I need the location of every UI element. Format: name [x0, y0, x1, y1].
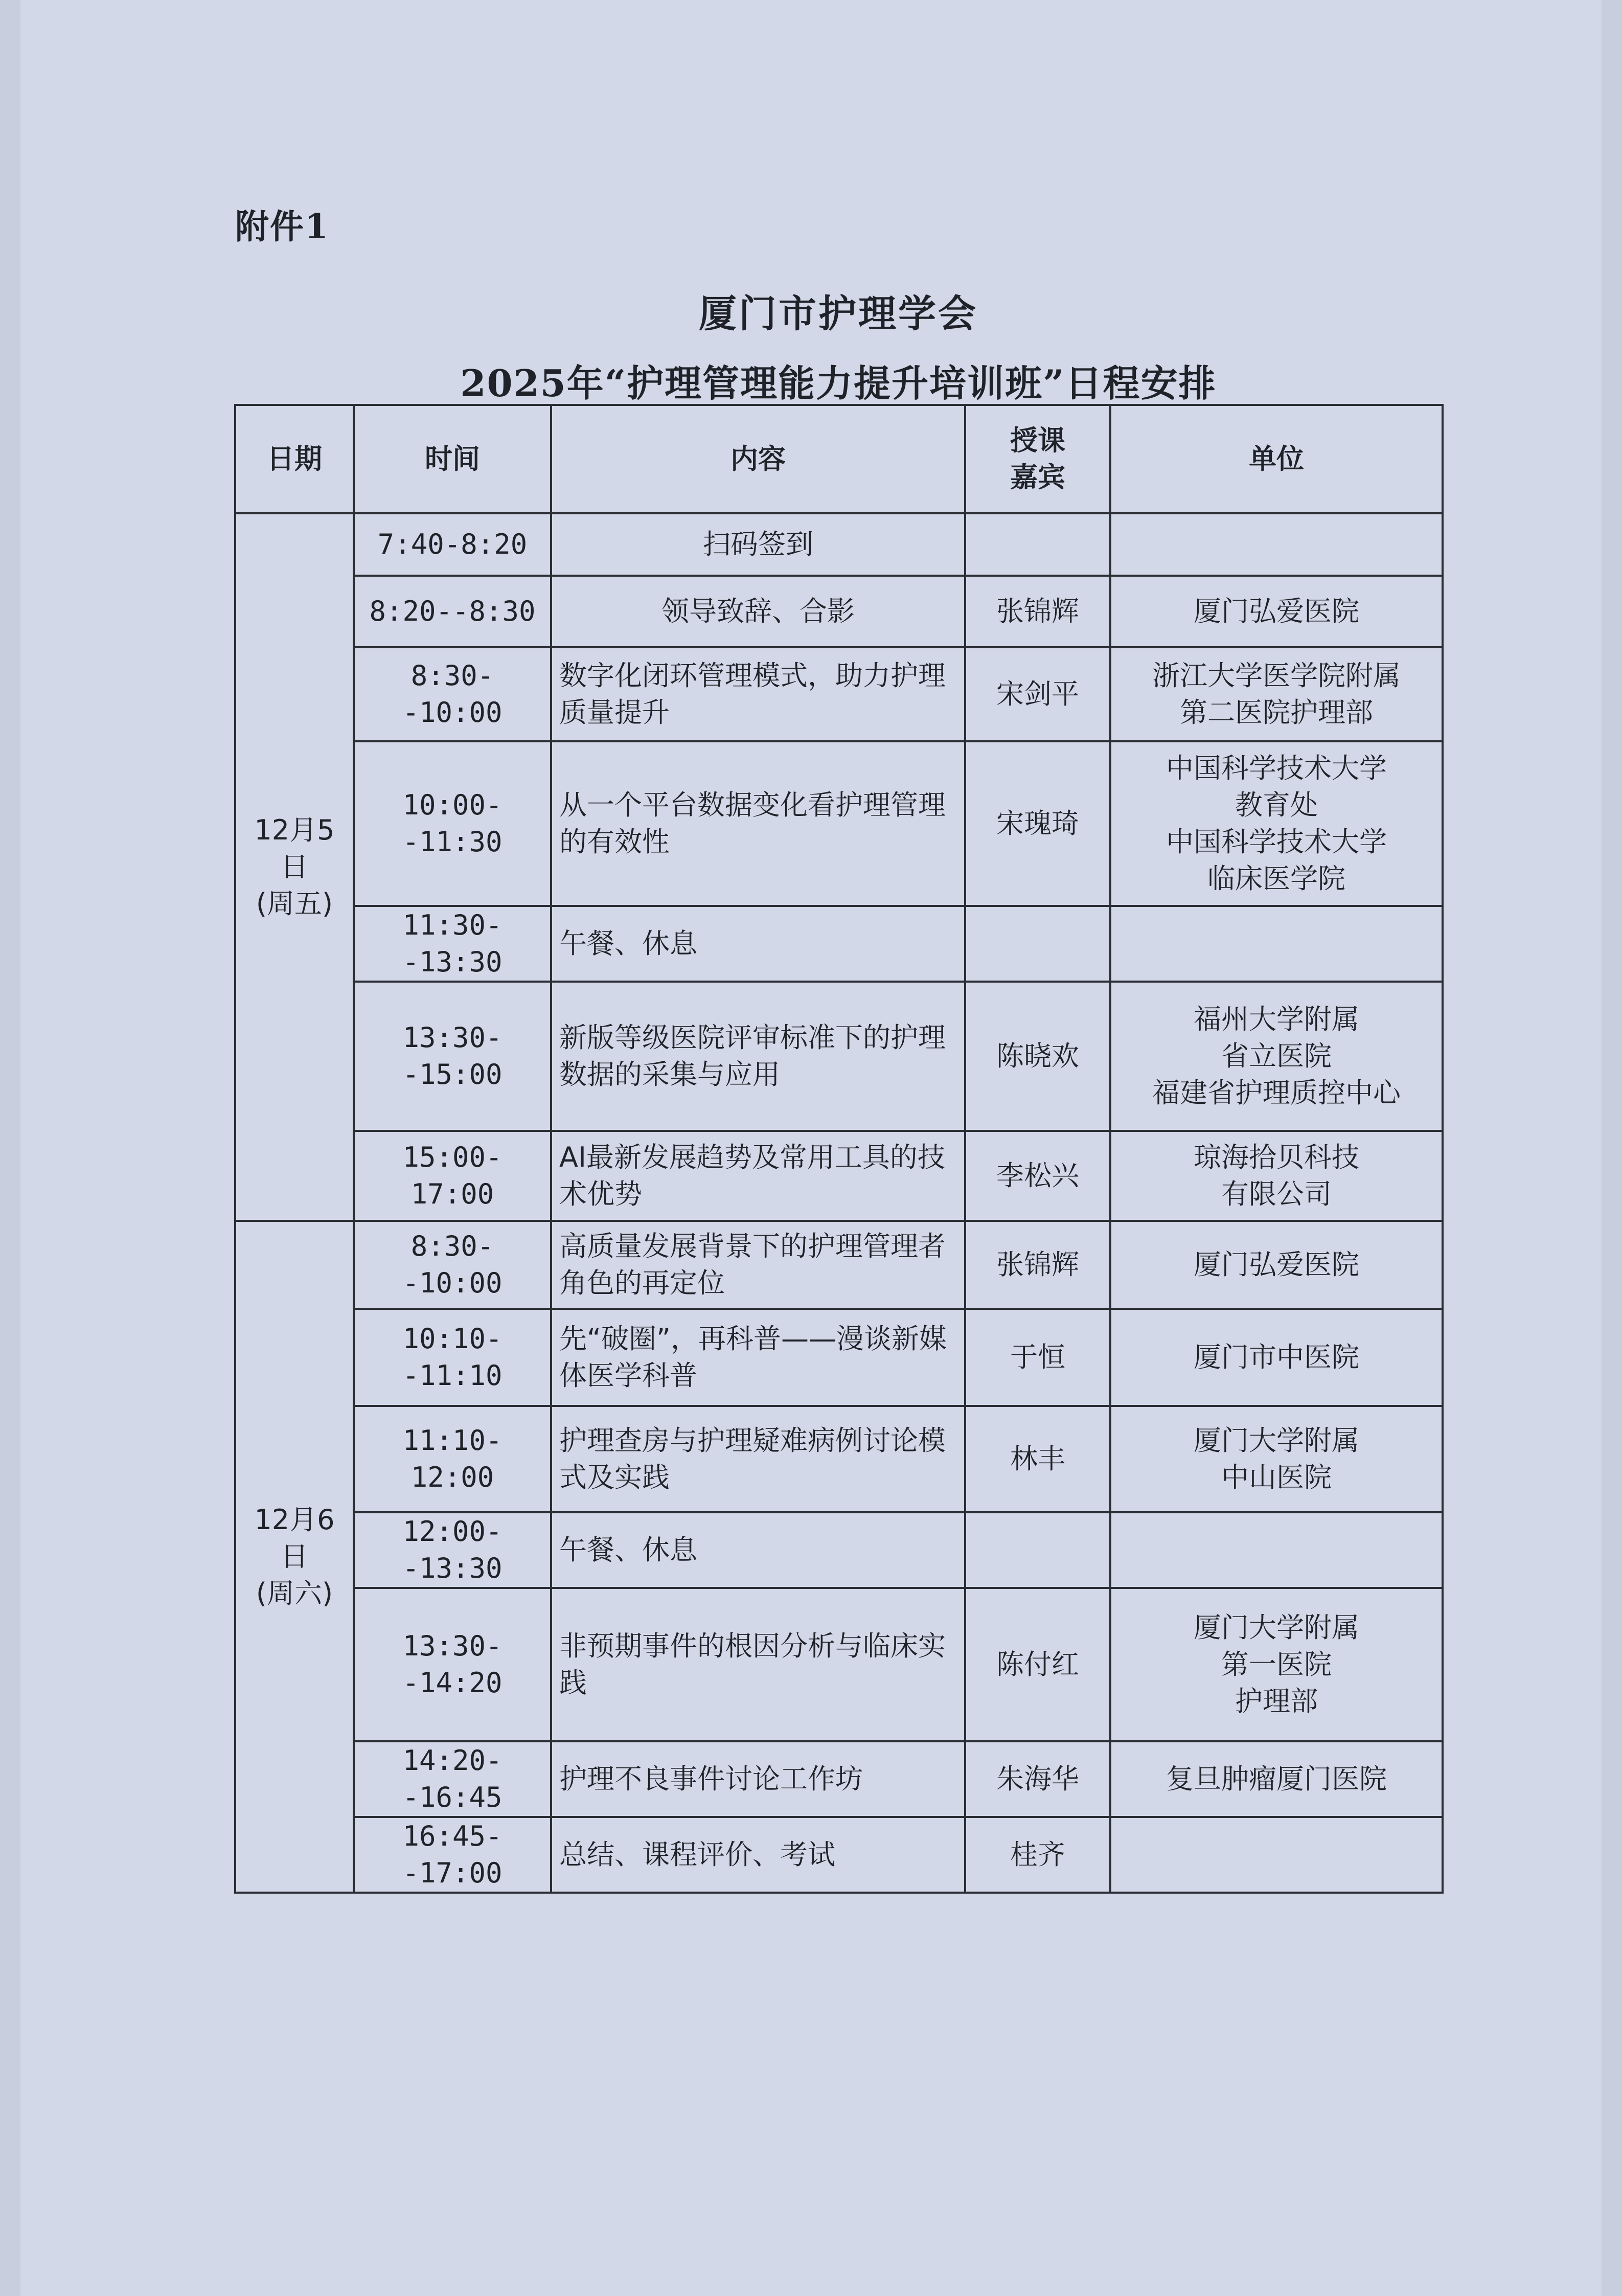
- speaker-cell: [965, 1512, 1110, 1588]
- speaker-cell: 于恒: [965, 1309, 1110, 1406]
- schedule-table: [234, 404, 1444, 1894]
- time-cell: 13:30--14:20: [354, 1588, 551, 1741]
- time-cell: 8:20--8:30: [354, 576, 551, 647]
- content-cell: 从一个平台数据变化看护理管理的有效性: [551, 741, 965, 906]
- content-cell: AI最新发展趋势及常用工具的技术优势: [551, 1131, 965, 1221]
- unit-cell: 福州大学附属 省立医院 福建省护理质控中心: [1110, 982, 1443, 1131]
- unit-cell: [1110, 513, 1443, 576]
- unit-cell: [1110, 906, 1443, 982]
- speaker-cell: 朱海华: [965, 1741, 1110, 1817]
- document-title: 厦门市护理学会: [699, 292, 978, 336]
- time-cell: 10:00--11:30: [354, 741, 551, 906]
- unit-cell: [1110, 1512, 1443, 1588]
- unit-cell: 厦门大学附属 中山医院: [1110, 1406, 1443, 1512]
- content-cell: 数字化闭环管理模式，助力护理质量提升: [551, 647, 965, 741]
- unit-cell: 厦门市中医院: [1110, 1309, 1443, 1406]
- speaker-cell: [965, 906, 1110, 982]
- speaker-cell: 桂齐: [965, 1817, 1110, 1893]
- content-cell: 午餐、休息: [551, 1512, 965, 1588]
- time-cell: 8:30--10:00: [354, 647, 551, 741]
- speaker-cell: 陈付红: [965, 1588, 1110, 1741]
- table-row: [235, 1221, 1443, 1309]
- attachment-label: 附件1: [235, 207, 329, 246]
- paper-sheet: [20, 0, 1602, 2296]
- table-row: [235, 1309, 1443, 1406]
- time-cell: 12:00--13:30: [354, 1512, 551, 1588]
- time-cell: 8:30--10:00: [354, 1221, 551, 1309]
- table-row: [235, 982, 1443, 1131]
- time-cell: 15:00-17:00: [354, 1131, 551, 1221]
- table-row: [235, 1588, 1443, 1741]
- header-time: 时间: [354, 405, 551, 513]
- time-cell: 11:10-12:00: [354, 1406, 551, 1512]
- table-row: [235, 576, 1443, 647]
- header-date: 日期: [235, 405, 354, 513]
- table-row: [235, 1817, 1443, 1893]
- content-cell: 新版等级医院评审标准下的护理数据的采集与应用: [551, 982, 965, 1131]
- table-row: [235, 647, 1443, 741]
- date-cell-day2: 12月6日 (周六): [235, 1221, 354, 1893]
- time-cell: 16:45--17:00: [354, 1817, 551, 1893]
- content-cell: 护理查房与护理疑难病例讨论模式及实践: [551, 1406, 965, 1512]
- table-row: [235, 1512, 1443, 1588]
- unit-cell: 浙江大学医学院附属 第二医院护理部: [1110, 647, 1443, 741]
- table-row: [235, 1741, 1443, 1817]
- header-speaker: 授课 嘉宾: [965, 405, 1110, 513]
- time-cell: 13:30--15:00: [354, 982, 551, 1131]
- speaker-cell: 宋瑰琦: [965, 741, 1110, 906]
- speaker-cell: 张锦辉: [965, 576, 1110, 647]
- unit-cell: [1110, 1817, 1443, 1893]
- content-cell: 高质量发展背景下的护理管理者角色的再定位: [551, 1221, 965, 1309]
- speaker-cell: 陈晓欢: [965, 982, 1110, 1131]
- speaker-cell: 李松兴: [965, 1131, 1110, 1221]
- content-cell: 总结、课程评价、考试: [551, 1817, 965, 1893]
- table-row: [235, 906, 1443, 982]
- speaker-cell: 林丰: [965, 1406, 1110, 1512]
- time-cell: 10:10--11:10: [354, 1309, 551, 1406]
- content-cell: 午餐、休息: [551, 906, 965, 982]
- unit-cell: 厦门大学附属 第一医院 护理部: [1110, 1588, 1443, 1741]
- table-row: [235, 741, 1443, 906]
- unit-cell: 中国科学技术大学 教育处 中国科学技术大学 临床医学院: [1110, 741, 1443, 906]
- speaker-cell: 张锦辉: [965, 1221, 1110, 1309]
- time-cell: 14:20--16:45: [354, 1741, 551, 1817]
- speaker-cell: [965, 513, 1110, 576]
- header-unit: 单位: [1110, 405, 1443, 513]
- unit-cell: 复旦肿瘤厦门医院: [1110, 1741, 1443, 1817]
- content-cell: 先“破圈”，再科普——漫谈新媒体医学科普: [551, 1309, 965, 1406]
- content-cell: 扫码签到: [551, 513, 965, 576]
- unit-cell: 厦门弘爱医院: [1110, 576, 1443, 647]
- time-cell: 11:30--13:30: [354, 906, 551, 982]
- header-row: [235, 405, 1443, 513]
- table-row: [235, 1131, 1443, 1221]
- content-cell: 非预期事件的根因分析与临床实践: [551, 1588, 965, 1741]
- table-row: [235, 513, 1443, 576]
- speaker-cell: 宋剑平: [965, 647, 1110, 741]
- document-subtitle: 2025年“护理管理能力提升培训班”日程安排: [460, 361, 1217, 405]
- time-cell: 7:40-8:20: [354, 513, 551, 576]
- header-content: 内容: [551, 405, 965, 513]
- content-cell: 护理不良事件讨论工作坊: [551, 1741, 965, 1817]
- table-row: [235, 1406, 1443, 1512]
- date-cell-day1: 12月5日 (周五): [235, 513, 354, 1221]
- unit-cell: 厦门弘爱医院: [1110, 1221, 1443, 1309]
- content-cell: 领导致辞、合影: [551, 576, 965, 647]
- unit-cell: 琼海拾贝科技 有限公司: [1110, 1131, 1443, 1221]
